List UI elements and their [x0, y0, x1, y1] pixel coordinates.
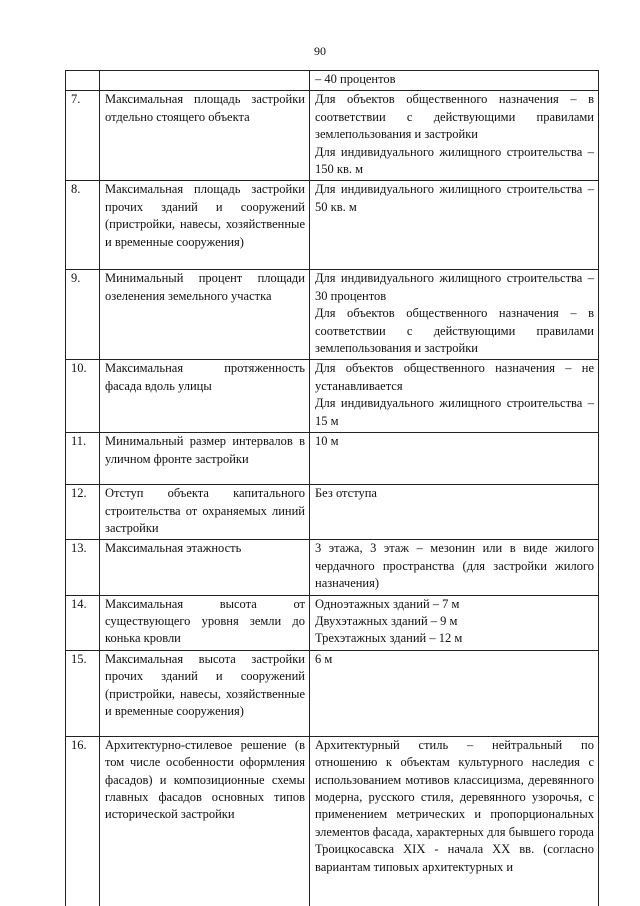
table-row	[66, 540, 599, 595]
value-line: Архитектурный стиль – нейтральный по отношению к объектам культурного наследия с использованием мотивов классицизма, деревянного модерна, русского стиля, деревянного узорочья, с применением метрических и пропорциональных элементов фасада, характерных для бывшего города Троицкосавска XIX - начала XX вв. (согласно вариантам типовых архитектурных и	[315, 737, 594, 874]
table-row	[66, 433, 599, 485]
parameter-name: Минимальный процент площади озеленения земельного участка	[100, 270, 310, 360]
value-line: Одноэтажных зданий – 7 м	[315, 596, 460, 611]
table-row	[66, 91, 599, 181]
table-row	[66, 270, 599, 360]
row-number: 13.	[66, 540, 100, 595]
row-number: 15.	[66, 650, 100, 736]
parameter-value	[310, 71, 599, 91]
table-row	[66, 736, 599, 906]
page-number: 90	[314, 44, 326, 58]
parameter-name: Максимальная площадь застройки отдельно стоящего объекта	[100, 91, 310, 181]
row-number: 10.	[66, 360, 100, 433]
value-line: Трехэтажных зданий – 12 м	[315, 631, 463, 646]
table-row	[66, 360, 599, 433]
table-row	[66, 485, 599, 540]
value-line: Для индивидуального жилищного строительства – 15 м	[315, 396, 594, 428]
parameter-value	[310, 650, 599, 736]
parameter-value	[310, 270, 599, 360]
parameter-value	[310, 360, 599, 433]
row-number: 8.	[66, 181, 100, 270]
value-line: Для индивидуального жилищного строительства – 150 кв. м	[315, 144, 594, 177]
value-line: 6 м	[315, 651, 333, 666]
parameter-value	[310, 91, 599, 181]
parameter-name: Архитектурно-стилевое решение (в том числе особенности оформления фасадов) и композиционные схемы главных фасадов основных типов исторической застройки	[100, 736, 310, 906]
value-line: Для объектов общественного назначения – в соответствии с действующими правилами землепользования и застройки	[315, 92, 594, 142]
parameter-name: Максимальная высота от существующего уровня земли до конька кровли	[100, 595, 310, 650]
row-number: 7.	[66, 91, 100, 181]
value-line: Для индивидуального жилищного строительства – 50 кв. м	[315, 182, 594, 214]
row-number: 12.	[66, 485, 100, 540]
row-number: 9.	[66, 270, 100, 360]
value-line: Для объектов общественного назначения – не устанавливается	[315, 361, 594, 393]
row-number: 16.	[66, 736, 100, 906]
value-line: Для индивидуального жилищного строительства – 30 процентов	[315, 271, 594, 303]
value-line: 10 м	[315, 434, 339, 449]
parameter-value	[310, 181, 599, 270]
table-row	[66, 595, 599, 650]
value-line: Для объектов общественного назначения – в соответствии с действующими правилами землепользования и застройки	[315, 306, 594, 356]
parameter-value	[310, 433, 599, 485]
table-row	[66, 181, 599, 270]
parameter-value	[310, 595, 599, 650]
value-line: Без отступа	[315, 486, 377, 501]
value-line: 3 этажа, 3 этаж – мезонин или в виде жилого чердачного пространства (для застройки жилого назначения)	[315, 541, 594, 591]
value-line: Двухэтажных зданий – 9 м	[315, 613, 458, 628]
parameter-name	[100, 71, 310, 91]
row-number	[66, 71, 100, 91]
row-number: 14.	[66, 595, 100, 650]
table-row	[66, 650, 599, 736]
parameter-value	[310, 736, 599, 906]
value-line: – 40 процентов	[315, 72, 396, 86]
parameter-name: Максимальная высота застройки прочих зданий и сооружений (пристройки, навесы, хозяйственные и временные сооружения)	[100, 650, 310, 736]
parameter-name: Отступ объекта капитального строительства от охраняемых линий застройки	[100, 485, 310, 540]
parameter-value	[310, 540, 599, 595]
table-row	[66, 71, 599, 91]
parameter-name: Максимальная площадь застройки прочих зданий и сооружений (пристройки, навесы, хозяйственные и временные сооружения)	[100, 181, 310, 270]
row-number: 11.	[66, 433, 100, 485]
parameter-name: Минимальный размер интервалов в уличном фронте застройки	[100, 433, 310, 485]
parameter-name: Максимальная этажность	[100, 540, 310, 595]
parameter-name: Максимальная протяженность фасада вдоль улицы	[100, 360, 310, 433]
parameter-value	[310, 485, 599, 540]
regulations-table	[65, 70, 599, 906]
